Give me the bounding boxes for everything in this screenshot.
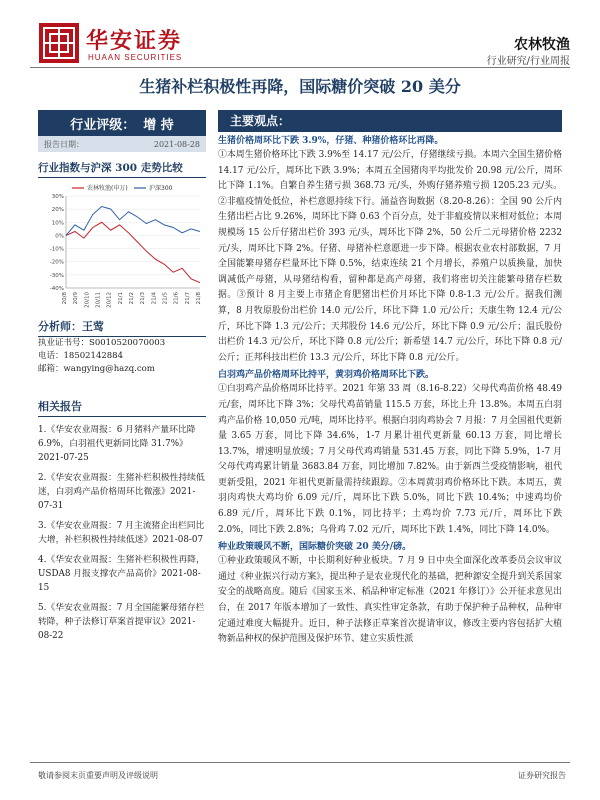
- logo-chinese-name: 华安证券: [86, 28, 183, 54]
- related-report-item: 1.《华安农业周报：6 月猪料产量环比降 6.9%，白羽祖代更新同比降 31.7%》2021-07-25: [38, 425, 196, 463]
- x-tick-label: 21/4: [151, 292, 158, 305]
- header-divider: [30, 67, 570, 68]
- logo-mark-icon: [38, 22, 80, 64]
- section-heading-poultry: 白羽鸡产品价格周环比持平，黄羽鸡价格周环比下跌。: [218, 370, 435, 381]
- paragraph-poultry: ①白羽鸡产品价格周环比持平。2021 年第 33 周（8.16-8.22）父母代鸡苗价格 48.49 元/套，周环比下降 3%；父母代鸡苗销量 115.5 万套，环比上升 13.8%。本周五白羽鸡产品价格 10,050 元/吨，周环比持平。根据白羽肉鸡协会 7 月报：7 月全国祖代更新量 3.65 万套，同比下降 34.6%，1-7 月累计祖代更新量 60.13 万套，同比增长 13.7%，增速明显放缓；7 月父母代鸡鸡销量 531.45 万套，同比下降 5.9%，1-7 月父母代鸡鸡累计销量 3683.84 万套，同比增加 7.82%。由于新西兰受疫情影响，祖代更新受阻，2021 年祖代更新量需持续跟踪。②本周黄羽鸡价格环比下跌。本周五，黄羽肉鸡快大鸡均价 6.09 元/斤，周环比下跌 5.0%，同比下跌 10.4%；中速鸡均价 6.89 元/斤，周环比下跌 0.1%，同比持平；土鸡均价 7.73 元/斤，周环比下跌 2.0%，同比下跌 2.8%；乌骨鸡 7.02 元/斤，周环比下跌 1.4%，同比下降 14.0%。: [218, 384, 562, 535]
- legend-label: 农林牧渔(申万): [87, 185, 128, 192]
- logo-english-name: HUAAN SECURITIES: [88, 53, 183, 62]
- x-tick-label: 20/11: [95, 292, 102, 308]
- paragraph-seed: ①种业政策暖风不断，中长期利好种业板块。7 月 9 日中央全面深化改革委员会议审议通过《种业振兴行动方案》，提出种子是农业现代化的基础，把种源安全提升到关系国家安全的战略高度。随后《国家玉米、稻品种审定标准（2021 年修订）》公开征求意见出台，在 2017 年版本增加了一致性、真实性审定条款，有助于保护种子品种权，品种审定通过难度大幅提升。近日，种子法修正草案首次提请审议，修改主要内容包括扩大植物新品种权的保护范围及保护环节、建立实质性派: [218, 556, 562, 645]
- x-tick-label: 20/10: [84, 292, 91, 308]
- analyst-phone: 电话：18502142884: [38, 351, 123, 361]
- industry-label: 农林牧渔: [514, 37, 570, 53]
- rating-label: 行业评级：: [70, 117, 136, 133]
- y-tick-label: -20%: [49, 259, 64, 266]
- x-tick-label: 21/7: [184, 292, 191, 305]
- series-line-1: [66, 207, 200, 236]
- x-tick-label: 21/6: [173, 292, 180, 305]
- analyst-email: 邮箱：wangying@hazq.com: [38, 364, 155, 374]
- report-date-bar: [38, 136, 206, 152]
- section-heading-seed: 种业政策暖风不断，国际糖价突破 20 美分/磅。: [218, 542, 412, 553]
- main-content: [218, 110, 562, 648]
- y-tick-label: 0%: [55, 233, 64, 240]
- page-header: [0, 0, 600, 72]
- footer-report-label: 证券研究报告: [518, 771, 566, 780]
- x-tick-label: 21/5: [162, 292, 169, 305]
- left-sidebar: [38, 110, 206, 643]
- rating-value: 增 持: [143, 117, 174, 133]
- x-tick-label: 21/1: [117, 292, 124, 305]
- y-tick-label: 30%: [51, 194, 64, 200]
- x-tick-label: 20/9: [73, 292, 80, 305]
- key-points-heading: 主要观点：: [218, 110, 562, 132]
- section-heading-hog: 生猪价格周环比下跌 3.9%，仔猪、种猪价格环比再降。: [218, 136, 444, 146]
- y-tick-label: -10%: [49, 246, 64, 253]
- legend-label: 沪深300: [149, 185, 173, 192]
- chart-svg: [38, 182, 206, 312]
- related-report-item: 3.《华安农业周报：7 月主流猪企出栏同比大增，补栏积极性持续低迷》2021-08-07: [38, 521, 205, 545]
- industry-rating: [38, 110, 206, 136]
- analyst-cert: 执业证书号：S0010520070003: [38, 338, 166, 348]
- x-tick-label: 20/12: [106, 292, 113, 308]
- related-reports-heading: 相关报告: [38, 398, 206, 417]
- x-tick-label: 20/8: [62, 292, 68, 305]
- index-comparison-chart: [38, 182, 206, 312]
- x-tick-label: 21/2: [129, 292, 135, 305]
- y-tick-label: 20%: [51, 207, 64, 214]
- footer-disclaimer: 敬请参阅末页重要声明及评级说明: [38, 771, 158, 780]
- company-logo: [38, 22, 208, 66]
- related-report-item: 5.《华安农业周报：7 月全国能繁母猪存栏转降，种子法修订草案首提审议》2021-08-22: [38, 603, 205, 641]
- report-title: 生猪补栏积极性再降，国际糖价突破 20 美分: [139, 77, 461, 96]
- y-tick-label: -30%: [49, 272, 64, 279]
- paragraph-hog: ①本周生猪价格环比下跌 3.9%至 14.17 元/公斤，仔猪继续亏损。本周六全国生猪价格 14.17 元/公斤，周环比下跌 3.9%；本周五全国猪肉平均批发价 20.98 元/公斤，周环比下降 1.1%。自繁自养生猪亏损 368.73 元/头，外购仔猪养殖亏损 1205.23 元/头。②非瘟疫情处低位，补栏意愿持续下行。涌益咨询数据（8.20-8.26）：全国 90 公斤内生猪出栏占比 9.26%，周环比下降 0.63 个百分点，处于非瘟疫情以来相对低位；本周规模场 15 公斤仔猪出栏价 393 元/头，周环比下降 2%，50 公斤二元母猪价格 2232 元/头，周环比下降 2%。仔猪、母猪补栏意愿进一步下降。根据农业农村部数据，7 月全国能繁母猪存栏量环比下降 0.5%，结束连续 21 个月增长，养殖户以质换量，加快调减低产母猪，从母猪结构看，留种都是高产母猪，我们将密切关注能繁母猪存栏数据。③预计 8 月主要上市猪企育肥猪出栏价月环比下降 0.8-1.3 元/公斤。据我们测算，8 月牧原股份出栏价 14.0 元/公斤，环比下降 1.0 元/公斤；天康生物 12.4 元/公斤，环比下降 1.3 元/公斤；天邦股份 14.6 元/公斤，环比下降 0.9 元/公斤；温氏股份出栏价 14.3 元/公斤，环比下降 0.8 元/公斤；新希望 14.7 元/公斤，环比下降 0.8 元/公斤；正邦科技出栏价 13.3 元/公斤，环比下降 0.8 元/公斤。: [218, 150, 562, 363]
- x-tick-label: 21/3: [140, 292, 147, 305]
- y-tick-label: -40%: [49, 286, 64, 292]
- y-tick-label: 10%: [51, 220, 64, 227]
- report-date-value: 2021-08-28: [153, 139, 200, 149]
- x-tick-label: 21/8: [196, 292, 202, 305]
- report-date-label: 报告日期：: [44, 139, 84, 149]
- related-report-item: 2.《华安农业周报：生猪补栏积极性持续低迷，白羽鸡产品价格周环比微涨》2021-07-31: [38, 473, 205, 511]
- related-report-item: 4.《华安农业周报：生猪补栏积极性再降，USDA8 月报支撑农产品高价》2021-08-15: [38, 555, 205, 593]
- report-type-label: 行业研究/行业周报: [486, 56, 570, 67]
- chart-title: 行业指数与沪深 300 走势比较: [38, 160, 206, 178]
- analyst-heading: 分析师：王莺: [38, 318, 206, 337]
- footer-divider: [30, 762, 570, 763]
